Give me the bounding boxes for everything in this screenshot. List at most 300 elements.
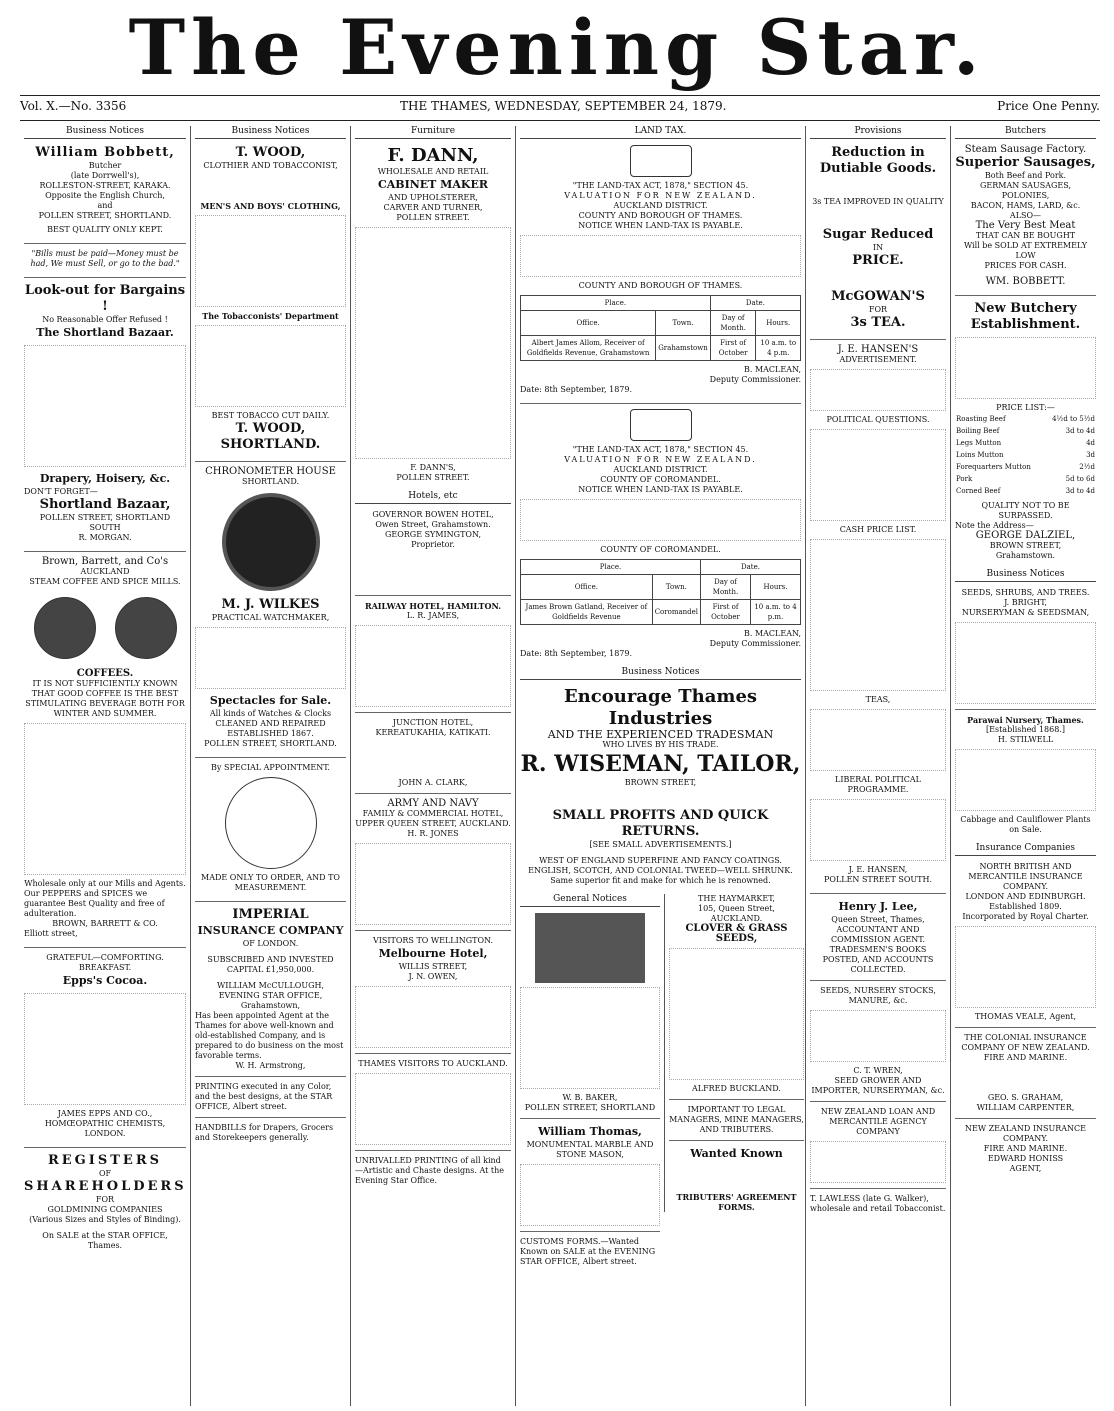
shirt-seal — [225, 777, 317, 869]
table-row — [955, 413, 1096, 425]
bills-quote: "Bills must be paid—Money must be had, We must Sell, or go to the bad." — [30, 249, 180, 268]
english-tweed: ENGLISH, SCOTCH, AND COLONIAL TWEED—WELL SHRUNK. — [528, 866, 793, 875]
proprietor: Proprietor. — [411, 540, 455, 549]
note-address: Note the Address— — [955, 521, 1034, 530]
brown-title: Brown, Barrett, and Co's — [41, 556, 169, 567]
date-line: Date: 8th September, 1879. — [520, 385, 633, 394]
made-only: MADE ONLY TO ORDER, AND TO MEASUREMENT. — [201, 873, 340, 892]
dann-sign: F. DANN'S, — [410, 463, 456, 472]
bobbett-line: and — [97, 201, 113, 210]
section-heading: LAND TAX. — [520, 126, 801, 139]
table-cell: 4d — [1086, 439, 1095, 447]
on-sale: On SALE at the STAR OFFICE, Thames. — [42, 1231, 168, 1250]
wood-cash: BEST TOBACCO CUT DAILY. — [211, 411, 330, 420]
armstrong: W. H. Armstrong, — [235, 1061, 306, 1070]
melbourne-body — [355, 986, 511, 1048]
carpenter: WILLIAM CARPENTER, — [976, 1103, 1075, 1112]
dalziel-address: BROWN STREET, — [989, 541, 1062, 550]
unrivalled-note: UNRIVALLED PRINTING of all kind —Artistic and Chaste designs. At the Evening Star Office. — [355, 1156, 504, 1185]
morgan-sign: R. MORGAN. — [78, 533, 132, 542]
advertisement: ADVERTISEMENT. — [839, 355, 917, 364]
valuation: VALUATION FOR NEW ZEALAND. — [564, 191, 757, 200]
important: IMPORTANT TO LEGAL MANAGERS, MINE MANAGERS, AND TRIBUTERS. — [669, 1105, 804, 1134]
bright-sub: NURSERYMAN & SEEDSMAN, — [961, 608, 1090, 617]
army-navy: ARMY AND NAVY — [387, 798, 479, 809]
brown-sign: BROWN, BARRETT & CO. — [52, 919, 158, 928]
table-cell: 4½d to 5½d — [1052, 415, 1095, 423]
bazaar-title: The Shortland Bazaar. — [36, 326, 174, 339]
clover: CLOVER & GRASS SEEDS, — [685, 923, 788, 944]
honiss: EDWARD HONISS — [987, 1154, 1064, 1163]
table-header: Day of Month. — [710, 311, 756, 336]
price: Price One Penny. — [997, 99, 1100, 113]
table-row — [955, 473, 1096, 485]
column-4 — [515, 126, 805, 1406]
tradesmen: TRADESMEN'S BOOKS POSTED, AND ACCOUNTS COLLECTED. — [822, 945, 934, 974]
table-header: Town. — [656, 311, 711, 336]
both: Both Beef and Pork. — [984, 171, 1067, 180]
insurance-heading: Insurance Companies — [955, 843, 1096, 856]
table-header: Place. — [521, 296, 711, 311]
cashel-body — [355, 1073, 511, 1145]
table-header: Hours. — [751, 575, 801, 600]
dalziel: GEORGE DALZIEL, — [975, 530, 1076, 541]
wilkes-address: POLLEN STREET, SHORTLAND. — [204, 739, 337, 748]
table-header: Date. — [701, 560, 801, 575]
bazaar-address: POLLEN STREET, SHORTLAND SOUTH — [39, 513, 171, 532]
printing-note: PRINTING executed in any Color, and the best designs, at the STAR OFFICE, Albert street. — [195, 1082, 333, 1111]
bacon: BACON, HAMS, LARD, &c. — [970, 201, 1081, 210]
breakfast-heading: BREAKFAST. — [78, 963, 132, 972]
lives: WHO LIVES BY HIS TRADE. — [602, 740, 719, 749]
date-line: Date: 8th September, 1879. — [520, 649, 633, 658]
tradesman: AND THE EXPERIENCED TRADESMAN — [547, 728, 774, 741]
willis: WILLIS STREET, — [398, 962, 468, 971]
table-cell: Grahamstown — [656, 336, 711, 361]
table-cell: 3d — [1086, 451, 1095, 459]
seeds-body — [810, 1010, 946, 1062]
table-row — [955, 461, 1096, 473]
wilkes-sub: PRACTICAL WATCHMAKER, — [211, 613, 330, 622]
wood-clothing: MEN'S AND BOYS' CLOTHING, — [200, 201, 341, 211]
visitors: VISITORS TO WELLINGTON. — [372, 936, 494, 945]
west-of-england: WEST OF ENGLAND SUPERFINE AND FANCY COATINGS. — [539, 856, 782, 865]
lawless: T. LAWLESS (late G. Walker), wholesale and retail Tobacconist. — [810, 1194, 946, 1213]
peppers-note: Our PEPPERS and SPICES we guarantee Best Quality and free of adulteration. — [24, 889, 165, 918]
reduction: Reduction in Dutiable Goods. — [819, 145, 937, 176]
table-header: Town. — [652, 575, 700, 600]
section-heading: Provisions — [810, 126, 946, 139]
table-cell: First of October — [701, 600, 751, 625]
table-cell: Loins Mutton — [956, 451, 1004, 459]
dann-sign2: POLLEN STREET. — [396, 473, 470, 482]
seeds-list — [669, 948, 804, 1080]
new-butchery: New Butchery Establishment. — [970, 301, 1081, 332]
table-cell: Albert James Allom, Receiver of Goldfields Revenue, Grahamstown — [521, 336, 656, 361]
established: ESTABLISHED 1867. — [227, 729, 314, 738]
table-header: Office. — [521, 311, 656, 336]
table-cell: Coromandel — [652, 600, 700, 625]
james: L. R. JAMES, — [406, 611, 460, 620]
army-address: UPPER QUEEN STREET, AUCKLAND. — [355, 819, 511, 828]
army-sub: FAMILY & COMMERCIAL HOTEL, — [362, 809, 504, 818]
hotels-heading: Hotels, etc — [355, 491, 511, 504]
bobbett-line: ROLLESTON-STREET, KARAKA. — [39, 181, 171, 190]
brown-street: BROWN STREET, — [624, 778, 697, 787]
column-2 — [190, 126, 350, 1406]
land-tax-act: "THE LAND-TAX ACT, 1878," SECTION 45. — [572, 445, 749, 454]
table-cell: 3d to 4d — [1065, 487, 1095, 495]
table-row — [955, 449, 1096, 461]
table-cell: Corned Beef — [956, 487, 1001, 495]
see-small: [SEE SMALL ADVERTISEMENTS.] — [589, 840, 732, 849]
same-fit: Same superior fit and make for which he is renowned. — [550, 876, 771, 885]
dalziel-body — [955, 337, 1096, 399]
carver: CARVER AND TURNER, — [383, 203, 483, 212]
price-text: PRICE. — [852, 253, 904, 268]
land-tax-table — [520, 295, 801, 361]
table-cell: Roasting Beef — [956, 415, 1006, 423]
table-header: Hours. — [756, 311, 801, 336]
dateline-rule — [20, 120, 1100, 121]
governor-hotel: GOVERNOR BOWEN HOTEL, — [372, 510, 494, 519]
wood-dept-body — [195, 325, 346, 407]
mccullough: WILLIAM McCULLOUGH, — [216, 981, 325, 990]
binding-sizes: (Various Sizes and Styles of Binding). — [29, 1215, 181, 1224]
standard-brand-seal — [115, 597, 177, 659]
in-text: IN — [872, 243, 884, 252]
seeds: SEEDS, SHRUBS, AND TREES. — [961, 588, 1090, 597]
wiseman: R. WISEMAN, TAILOR, — [520, 751, 801, 777]
table-heading: COUNTY OF COROMANDEL. — [600, 545, 721, 554]
teas: TEAS, — [865, 695, 891, 704]
subscribed: SUBSCRIBED AND INVESTED — [207, 955, 334, 964]
hansen-sign: J. E. HANSEN, — [848, 865, 908, 874]
table-cell: 3d to 4d — [1065, 427, 1095, 435]
established: [Established 1868.] — [986, 725, 1065, 734]
parawai: Parawai Nursery, Thames. — [967, 715, 1084, 725]
bobbett-title: William Bobbett, — [35, 145, 175, 160]
notice: NOTICE WHEN LAND-TAX IS PAYABLE. — [578, 485, 743, 494]
clark: JOHN A. CLARK, — [398, 778, 468, 787]
dateline — [20, 97, 1100, 117]
dann-sub: WHOLESALE AND RETAIL — [377, 167, 489, 176]
column-5 — [805, 126, 950, 1406]
bobbett-quality: BEST QUALITY ONLY KEPT. — [47, 225, 163, 234]
table-cell: James Brown Gatland, Receiver of Goldfields Revenue — [521, 600, 653, 625]
capital-figures — [955, 926, 1096, 1008]
dann-title: F. DANN, — [387, 145, 479, 166]
sold: Will be SOLD AT EXTREMELY LOW — [963, 241, 1088, 260]
column-6 — [950, 126, 1100, 1406]
grahamstown: Grahamstown, — [240, 1001, 301, 1010]
steam-sausage: Steam Sausage Factory. — [964, 144, 1087, 155]
symington: GEORGE SYMINGTON, — [384, 530, 481, 539]
lee-sub: Queen Street, Thames, — [831, 915, 925, 924]
watches: All kinds of Watches & Clocks — [209, 709, 332, 718]
epps-sign: JAMES EPPS AND CO., HOMŒOPATHIC CHEMISTS, LONDON. — [44, 1109, 166, 1138]
watch-illustration — [222, 493, 320, 591]
of-text: OF — [98, 1169, 112, 1178]
bobbett-sub: Butcher — [88, 161, 122, 170]
notice-body — [520, 235, 801, 277]
columns — [20, 126, 1100, 1406]
district: AUCKLAND DISTRICT. — [613, 465, 708, 474]
baker: W. B. BAKER, — [562, 1093, 618, 1102]
graham: GEO. S. GRAHAM, — [987, 1093, 1064, 1102]
deputy: Deputy Commissioner. — [709, 639, 801, 648]
encourage: Encourage Thames Industries — [563, 686, 758, 729]
fire-marine: FIRE AND MARINE. — [983, 1053, 1068, 1062]
elliott-street: Elliott street, — [24, 929, 78, 938]
county: COUNTY AND BOROUGH OF THAMES. — [578, 211, 743, 220]
small-profits: SMALL PROFITS AND QUICK RETURNS. — [552, 808, 769, 839]
upholsterer: AND UPHOLSTERER, — [388, 193, 478, 202]
epps-body — [24, 993, 186, 1105]
bobbett-line: Opposite the English Church, — [45, 191, 165, 200]
special-appointment: By SPECIAL APPOINTMENT. — [211, 763, 330, 772]
brand-seals — [24, 593, 186, 663]
masthead — [0, 0, 1114, 95]
customs-note: CUSTOMS FORMS.—Wanted Known on SALE at the EVENING STAR OFFICE, Albert street. — [520, 1237, 656, 1266]
wholesale-note: Wholesale only at our Mills and Agents. — [24, 879, 186, 888]
bobbett: WM. BOBBETT. — [985, 276, 1066, 287]
thomas: William Thomas, — [538, 1125, 642, 1138]
coffees-title: COFFEES. — [76, 668, 134, 679]
teas-body — [810, 709, 946, 771]
business-notices-heading: Business Notices — [520, 667, 801, 680]
political-body — [810, 429, 946, 521]
butter-body — [810, 369, 946, 411]
jones: H. R. JONES — [407, 829, 459, 838]
melbourne: Melbourne Hotel, — [378, 947, 488, 960]
wood-sub: CLOTHIER AND TOBACCONIST, — [203, 161, 338, 170]
table-cell: Pork — [956, 475, 973, 483]
table-cell: First of October — [710, 336, 756, 361]
saddle-body — [520, 987, 660, 1089]
table-cell: 2½d — [1079, 463, 1095, 471]
bright-body — [955, 622, 1096, 704]
royal-arms-emblem — [630, 145, 692, 177]
excelsior-brand-seal — [34, 597, 96, 659]
royal-arms-emblem — [630, 409, 692, 441]
colonial: THE COLONIAL INSURANCE COMPANY OF NEW ZEALAND. — [961, 1033, 1090, 1052]
section-heading: Butchers — [955, 126, 1096, 139]
epps-title: Epps's Cocoa. — [62, 974, 148, 987]
registers: REGISTERS — [47, 1153, 163, 1168]
table-header: Day of Month. — [701, 575, 751, 600]
table-cell: Forequarters Mutton — [956, 463, 1031, 471]
table-cell: Legs Mutton — [956, 439, 1002, 447]
table-row — [955, 425, 1096, 437]
handbills-note: HANDBILLS for Drapers, Grocers and Storekeepers generally. — [195, 1123, 334, 1142]
hansen: J. E. HANSEN'S — [837, 344, 919, 355]
table-header: Office. — [521, 575, 653, 600]
established-1809: Established 1809. — [989, 902, 1062, 911]
table-cell: Boiling Beef — [956, 427, 1000, 435]
auckland: AUCKLAND. — [710, 914, 763, 923]
wood-title: T. WOOD, — [235, 145, 306, 160]
london-edinburgh: LONDON AND EDINBURGH. — [965, 892, 1086, 901]
haymarket-sub: 105, Queen Street, — [698, 904, 775, 913]
section-heading: Furniture — [355, 126, 511, 139]
table-heading: COUNTY AND BOROUGH OF THAMES. — [578, 281, 743, 290]
bazaar-name: Shortland Bazaar, — [39, 497, 171, 512]
section-heading: Business Notices — [195, 126, 346, 139]
brown-mills: STEAM COFFEE AND SPICE MILLS. — [29, 577, 181, 586]
notice: NOTICE WHEN LAND-TAX IS PAYABLE. — [578, 221, 743, 230]
thomas-body — [520, 1164, 660, 1226]
army-body — [355, 843, 511, 925]
table-cell: 10 a.m. to 4 p.m. — [751, 600, 801, 625]
quality: QUALITY NOT TO BE SURPASSED. — [981, 501, 1070, 520]
baker-address: POLLEN STREET, SHORTLAND — [524, 1103, 656, 1112]
district: AUCKLAND DISTRICT. — [613, 201, 708, 210]
pollen-street: POLLEN STREET. — [396, 213, 470, 222]
for-text: FOR — [95, 1195, 115, 1204]
wren-sub: SEED GROWER AND IMPORTER, NURSERYMAN, &c. — [811, 1076, 945, 1095]
railway-body — [355, 625, 511, 707]
star-office: EVENING STAR OFFICE, — [218, 991, 323, 1000]
drapery: Drapery, Hoisery, &c. — [39, 472, 171, 485]
prices: PRICES FOR CASH. — [984, 261, 1067, 270]
agent-body: Has been appointed Agent at the Thames for above well-known and old-established Company, and is prepared to do business on the most favorable terms. — [195, 1011, 344, 1060]
hansen-address: POLLEN STREET SOUTH. — [824, 875, 932, 884]
section-heading: Business Notices — [24, 126, 186, 139]
table-row — [955, 485, 1096, 497]
table-header: Date. — [710, 296, 800, 311]
north-british: NORTH BRITISH AND MERCANTILE INSURANCE COMPANY. — [968, 862, 1083, 891]
business-notices-heading: Business Notices — [955, 569, 1096, 582]
owen: J. N. OWEN, — [408, 972, 458, 981]
wood-sign: T. WOOD, SHORTLAND. — [220, 421, 321, 452]
cleaned: CLEANED AND REPAIRED — [215, 719, 326, 728]
land-tax-act: "THE LAND-TAX ACT, 1878," SECTION 45. — [572, 181, 749, 190]
political: POLITICAL QUESTIONS. — [826, 415, 930, 424]
brown-sub: AUCKLAND — [80, 567, 130, 576]
cash-body — [810, 539, 946, 691]
wood-body — [195, 215, 346, 307]
grateful-heading: GRATEFUL—COMFORTING. — [46, 953, 164, 962]
wren: C. T. WREN, — [853, 1066, 903, 1075]
shareholders: SHAREHOLDERS — [24, 1179, 187, 1194]
wanted: Wanted Known — [690, 1147, 783, 1160]
veale: THOMAS VEALE, Agent, — [974, 1012, 1077, 1021]
meat-price-table — [955, 413, 1096, 497]
general-notices-area — [520, 894, 804, 1294]
table-header: Place. — [521, 560, 701, 575]
dont-forget: DON'T FORGET— — [24, 487, 98, 496]
coffee-text-block — [24, 723, 186, 875]
maclean: B. MACLEAN, — [743, 629, 801, 638]
dann-body — [355, 227, 511, 459]
deputy: Deputy Commissioner. — [709, 375, 801, 384]
thames-visitors: THAMES VISITORS TO AUCKLAND. — [358, 1059, 508, 1068]
wilkes-body — [195, 627, 346, 689]
capital: CAPITAL £1,950,000. — [226, 965, 315, 974]
table-cell: 10 a.m. to 4 p.m. — [756, 336, 801, 361]
bobbett-line: (late Dorrwell's), — [70, 171, 140, 180]
newspaper-title: The Evening Star. — [128, 3, 986, 92]
wood-dept: The Tobacconists' Department — [202, 311, 339, 321]
liberal: LIBERAL POLITICAL PROGRAMME. — [835, 775, 921, 794]
lookout-heading: Look-out for Bargains ! — [24, 283, 186, 314]
liberal-body — [810, 799, 946, 861]
insurance: INSURANCE COMPANY — [197, 924, 344, 937]
valuation: VALUATION FOR NEW ZEALAND. — [564, 455, 757, 464]
spectacles: Spectacles for Sale. — [209, 694, 332, 707]
horse-carriage-illustration — [535, 913, 645, 983]
land-tax-table — [520, 559, 801, 625]
table-cell: 5d to 6d — [1065, 475, 1095, 483]
improved: 3s TEA IMPROVED IN QUALITY — [812, 197, 944, 206]
junction-sub: KEREATUKAHIA, KATIKATI. — [375, 728, 491, 737]
lee: Henry J. Lee, — [838, 900, 918, 913]
nz-insurance: NEW ZEALAND INSURANCE COMPANY. — [965, 1124, 1086, 1143]
column-3 — [350, 126, 515, 1406]
price-list: PRICE LIST:— — [996, 403, 1055, 412]
coffees-body: IT IS NOT SUFFICIENTLY KNOWN THAT GOOD COFFEE IS THE BEST STIMULATING BEVERAGE BOTH FOR WINTER AND SUMMER. — [25, 679, 185, 718]
goldmining: GOLDMINING COMPANIES — [47, 1205, 163, 1214]
stilwell-body — [955, 749, 1096, 811]
general-notices-heading: General Notices — [520, 894, 660, 907]
no-offer: No Reasonable Offer Refused ! — [42, 315, 168, 324]
tea: 3s TEA. — [850, 315, 906, 330]
very-best: The Very Best Meat — [975, 220, 1076, 231]
tributers: TRIBUTERS' AGREEMENT FORMS. — [676, 1192, 797, 1212]
maclean: B. MACLEAN, — [743, 365, 801, 374]
dalziel-town: Grahamstown. — [995, 551, 1056, 560]
wilkes-title: M. J. WILKES — [221, 597, 320, 612]
place-date: THE THAMES, WEDNESDAY, SEPTEMBER 24, 1879. — [400, 99, 727, 113]
table-row — [955, 437, 1096, 449]
imperial: IMPERIAL — [232, 907, 309, 922]
german: GERMAN SAUSAGES, POLONIES, — [980, 181, 1071, 200]
accountant: ACCOUNTANT AND COMMISSION AGENT. — [830, 925, 925, 944]
column-1 — [20, 126, 190, 1406]
chronometer: CHRONOMETER HOUSE — [205, 466, 336, 477]
governor-sub: Owen Street, Grahamstown. — [375, 520, 491, 529]
cabinet-maker: CABINET MAKER — [378, 178, 488, 191]
bobbett-line: POLLEN STREET, SHORTLAND. — [38, 211, 172, 220]
haymarket: THE HAYMARKET, — [698, 894, 775, 903]
stilwell: H. STILWELL — [997, 735, 1054, 744]
bright: J. BRIGHT, — [1004, 598, 1047, 607]
fire-marine: FIRE AND MARINE. — [983, 1144, 1068, 1153]
buckland: ALFRED BUCKLAND. — [692, 1084, 781, 1093]
seeds: SEEDS, NURSERY STOCKS, MANURE, &c. — [820, 986, 936, 1005]
chrono-sub: SHORTLAND. — [242, 477, 299, 486]
superior: Superior Sausages, — [955, 155, 1096, 170]
cabbage: Cabbage and Cauliflower Plants on Sale. — [960, 815, 1091, 834]
loan-body — [810, 1141, 946, 1183]
railway-hotel: RAILWAY HOTEL, HAMILTON. — [364, 601, 502, 611]
charter: Incorporated by Royal Charter. — [962, 912, 1089, 921]
mcgowan: McGOWAN'S — [831, 289, 925, 304]
county: COUNTY OF COROMANDEL. — [600, 475, 721, 484]
also: ALSO— — [1009, 211, 1042, 220]
junction-hotel: JUNCTION HOTEL, — [392, 718, 474, 727]
for-text: FOR — [868, 305, 888, 314]
bazaar-goods-list — [24, 345, 186, 467]
masthead-rule — [20, 95, 1100, 96]
cash-price-list: CASH PRICE LIST. — [839, 525, 917, 534]
bought: THAT CAN BE BOUGHT — [975, 231, 1076, 240]
notice-body — [520, 499, 801, 541]
honiss-sub: AGENT, — [1009, 1164, 1042, 1173]
sugar: Sugar Reduced — [822, 227, 934, 242]
nz-loan: NEW ZEALAND LOAN AND MERCANTILE AGENCY COMPANY — [820, 1107, 936, 1136]
